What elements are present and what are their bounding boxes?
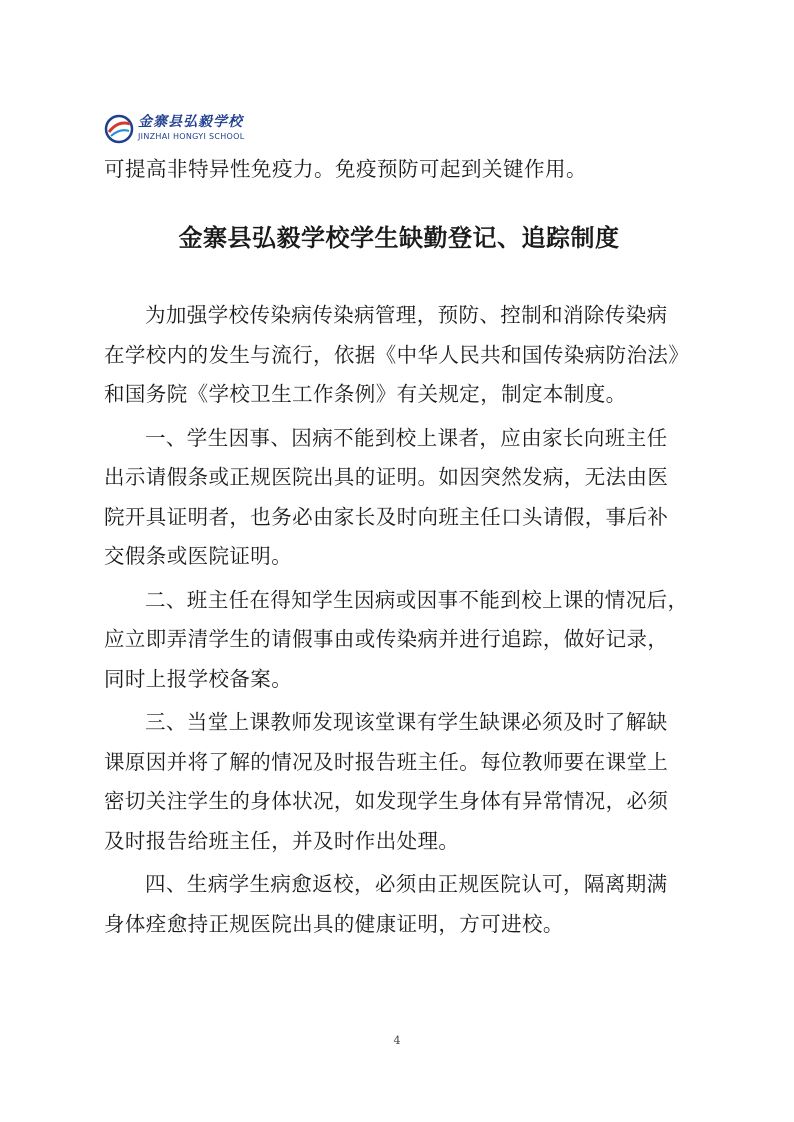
document-title: 金寨县弘毅学校学生缺勤登记、追踪制度 [178,224,620,252]
page-number: 4 [393,1034,401,1047]
logo-chinese-name: 金寨县弘毅学校 [138,114,243,130]
text-line: 课原因并将了解的情况及时报告班主任。每位教师要在课堂上 [104,749,669,774]
logo-english-name: JINZHAI HONGYI SCHOOL [138,132,245,141]
school-logo [104,114,344,144]
text-line: 及时报告给班主任，并及时作出处理。 [104,828,460,853]
text-line: 为加强学校传染病传染病管理，预防、控制和消除传染病 [145,303,668,327]
text-line: 密切关注学生的身体状况，如发现学生身体有异常情况，必须 [104,789,669,813]
paragraph-intro [104,296,694,415]
continuation-text: 可提高非特异性免疫力。免疫预防可起到关键作用。 [104,157,587,181]
text-line: 四、生病学生病愈返校，必须由正规医院认可，隔离期满 [145,872,668,896]
text-line: 院开具证明者，也务必由家长及时向班主任口头请假，事后补 [104,504,669,529]
text-line: 应立即弄清学生的请假事由或传染病并进行追踪，做好记录， [104,627,669,651]
text-line: 二、班主任在得知学生因病或因事不能到校上课的情况后， [145,587,689,612]
text-line: 在学校内的发生与流行，依据《中华人民共和国传染病防治法》 [104,342,690,367]
document-body [104,296,694,948]
paragraph-rule-2 [104,581,694,700]
text-line: 身体痊愈持正规医院出具的健康证明，方可进校。 [104,911,564,936]
text-line: 和国务院《学校卫生工作条例》有关规定，制定本制度。 [104,382,627,406]
paragraph-rule-3 [104,703,694,861]
text-line: 交假条或医院证明。 [104,544,293,568]
paragraph-rule-1 [104,419,694,577]
text-line: 同时上报学校备案。 [104,666,293,691]
text-line: 三、当堂上课教师发现该堂课有学生缺课必须及时了解缺 [145,710,668,734]
school-emblem-icon [104,114,134,144]
text-line: 出示请假条或正规医院出具的证明。如因突然发病，无法由医 [104,465,669,489]
text-line: 一、学生因事、因病不能到校上课者，应由家长向班主任 [145,425,668,450]
paragraph-rule-4 [104,865,694,944]
